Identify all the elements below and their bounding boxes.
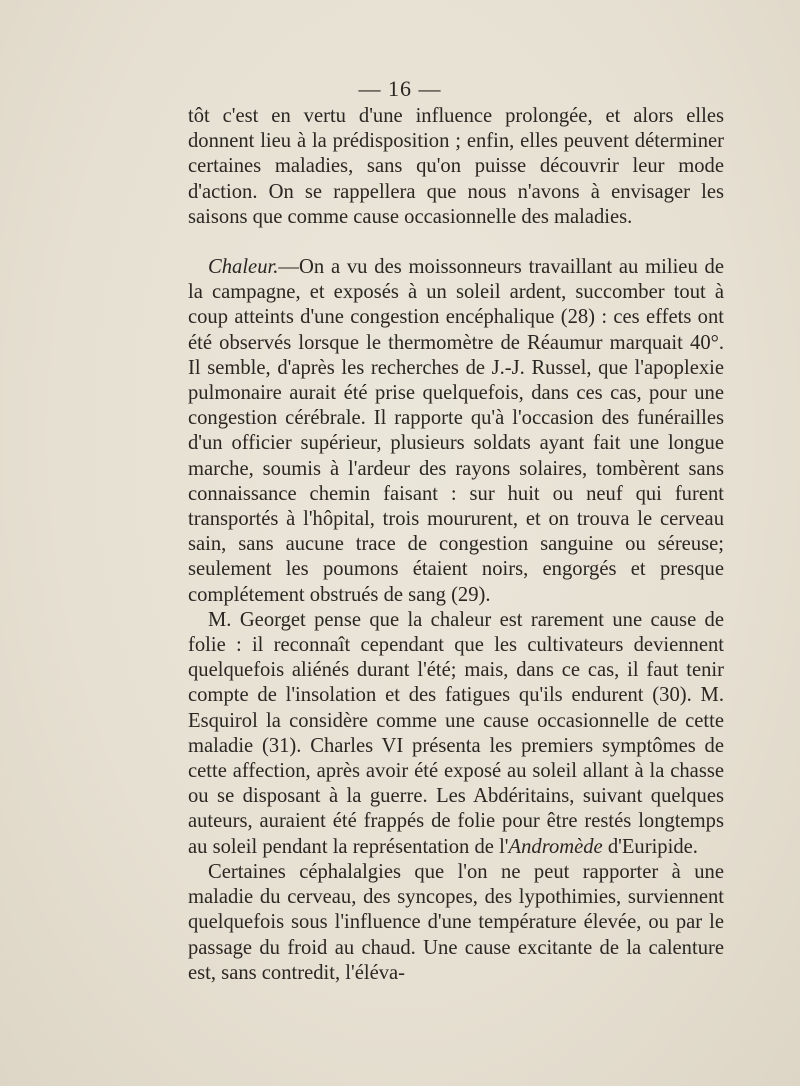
paragraph-continuation: tôt c'est en vertu d'une influence prolongée, et alors elles donnent lieu à la prédisposition ; enfin, elles peuvent déterminer certaines maladies, sans qu'on puisse découvrir leur mode d'action. On se rappellera que nous n'avons à envisager les saisons que comme cause occasionnelle des maladies. — [188, 105, 724, 228]
body-text — [188, 104, 724, 986]
page-number: — 16 — — [358, 76, 442, 101]
paragraph-chaleur-body: —On a vu des moissonneurs travaillant au milieu de la campagne, et exposés à un soleil ardent, succomber tout à coup atteints d'une congestion encéphalique (28) : ces effets ont été observés lorsque le thermomètre de Réaumur marquait 40°. Il semble, d'après les recherches de J.-J. Russel, que l'apoplexie pulmonaire aurait été prise quelquefois, dans ces cas, pour une congestion cérébrale. Il rapporte qu'à l'occasion des funérailles d'un officier supérieur, plusieurs soldats ayant fait une longue marche, soumis à l'ardeur des rayons solaires, tombèrent sans connaissance chemin faisant : sur huit ou neuf qui furent transportés à l'hôpital, trois moururent, et on trouva le cerveau sain, sans aucune trace de congestion sanguine ou séreuse; seulement les poumons étaient noirs, engorgés et presque complétement obstrués de sang (29). — [188, 256, 724, 606]
paragraph-georget-text: M. Georget pense que la chaleur est rarement une cause de folie : il reconnaît cependant que les cultivateurs deviennent quelquefois aliénés durant l'été; mais, dans ce cas, il faut tenir compte de l'insolation et des fatigues qu'ils endurent (30). M. Esquirol la considère comme une cause occasionnelle de cette maladie (31). Charles VI présenta les premiers symptômes de cette affection, après avoir été exposé au soleil allant à la chasse ou se disposant à la guerre. Les Abdéritains, suivant quelques auteurs, auraient été frappés de folie pour être restés longtemps au soleil pendant la représentation de l' — [188, 608, 724, 858]
paragraph-cephalalgies: Certaines céphalalgies que l'on ne peut rapporter à une maladie du cerveau, des syncopes, des lypothimies, surviennent quelquefois sous l'influence d'une température élevée, ou par le passage du froid au chaud. Une cause excitante de la calenture est, sans contredit, l'éléva- — [188, 860, 724, 984]
paragraph-chaleur — [188, 255, 724, 608]
paragraph-gap — [188, 230, 724, 255]
paragraph-georget-end: d'Euripide. — [602, 835, 698, 858]
paragraph-georget — [188, 608, 724, 860]
work-title-andromede: Andromède — [508, 835, 603, 858]
section-heading-chaleur: Chaleur. — [208, 256, 279, 279]
